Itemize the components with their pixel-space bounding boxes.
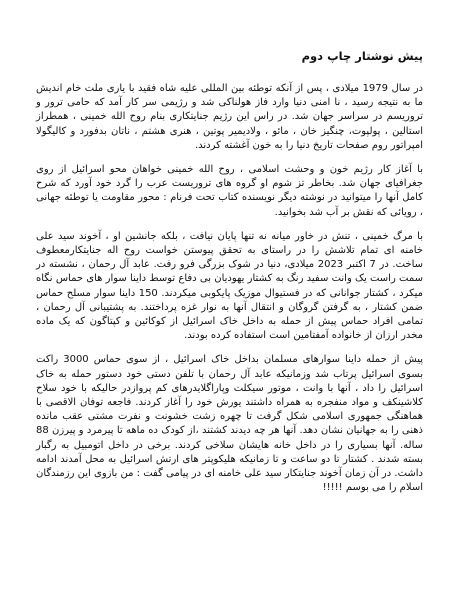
paragraph-1: در سال 1979 میلادی ، پس از آنکه توطئه بین المللی علیه شاه فقید با یاری ملت خام اندیش ما به نتیجه رسید ، نا امنی دنیا وارد فاز هولناکی شد و رژیمی سر کار آمد که حامی ترور و تروریسم در سراسر جهان شد. در راس این رژیم جنایتکاری بنام روح الله خمینی ، همطراز استالین ، پولپوت، چنگیز خان ، مائو ، ولادیمیر پوتین ، هنری هشتم ، ناتان بدفورد و کالیگولا امپراتور روم صفحات تاریخ دنیا را به خون آغشته کردند. xyxy=(36,83,423,151)
paragraph-2: با آغاز کار رژیم خون و وحشت اسلامی ، روح الله خمینی خواهان محو اسرائیل از روی جغرافیای جهان شد. بخاطر تز شوم او گروه های تروریست عرب را گرد خود آورد که شرح کامل آنها را میتوانید در نوشته دیگر نویسنده کتاب تحت فرنام : محور مقاومت یا توطئه جهانی ، رویائی که نقش بر آب شد بخوانید. xyxy=(36,164,423,218)
paragraph-3: با مرگ خمینی ، تنش در خاور میانه نه تنها پایان نیافت ، بلکه جانشین او ، آخوند سید علی خامنه ای تمام تلاشش را در راستای به تحقق پیوستن خواست روح اله جنایتکارمعطوف ساخت. در 7 اکتبر 2023 میلادی، دنیا در شوک بزرگی فرو رفت. عابد آل رحمان ، نشسته در سمت راست یک وانت سفید رنگ به کشتار یهودیان بی دفاع توسط داینا سوار های حماس نگاه میکرد ، کشتار جوانانی که در فستیوال موزیک پایکوبی میکردند. 150 داینا سوار مسلح حماس ضمن کشتار ، به گرفتن گروگان و انتقال آنها به نوار غزه پرداختند. به پشتیبانی آل رحمان ، تمامی افراد حماس پیش از حمله به داخل خاک اسرائیل از کوکائین و کپتاگون که یک ماده مخدر ارزان از خانواده آمفتامین است استفاده کرده بودند. xyxy=(36,230,423,342)
paragraph-4: پیش از حمله داینا سوارهای مسلمان بداخل خاک اسرائیل ، از سوی حماس 3000 راکت بسوی اسرائیل پرتاب شد وزمانیکه عابد آل رحمان با تلفن دستی خود دستور حمله به خاک اسرائیل را داد ، آنها با وانت ، موتور سیکلت وپاراگلایدرهای کم پروازدر حالیکه با خود سلاح کلاشینکف و مواد منفجره به همراه داشتند یورش خود را آغاز کردند. فاجعه توفان الاقصی با هماهنگی جمهوری اسلامی شکل گرفت تا چهره زشت خشونت و نفرت مشتی عقب مانده ذهنی را به جهانیان نشان دهد. آنها هر چه دیدند کشتند ،از کودک ده ماهه تا پیرمرد و پیرزن 88 ساله. آنها بسیاری را در داخل خانه هایشان سلاخی کردند. برخی در داخل اتومبیل به رگبار بسته شدند . کشتار تا دو ساعت و تا زمانیکه هلیکوپتر های ارتش اسرائیل به محل آمدند ادامه داشت. در آن زمان آخوند جنایتکار سید علی خامنه ای در پیامی گفت : من بازوی این رزمندگان اسلام را می بوسم !!!!! xyxy=(36,354,423,494)
section-title: پیش نوشتار چاپ دوم xyxy=(301,49,423,63)
